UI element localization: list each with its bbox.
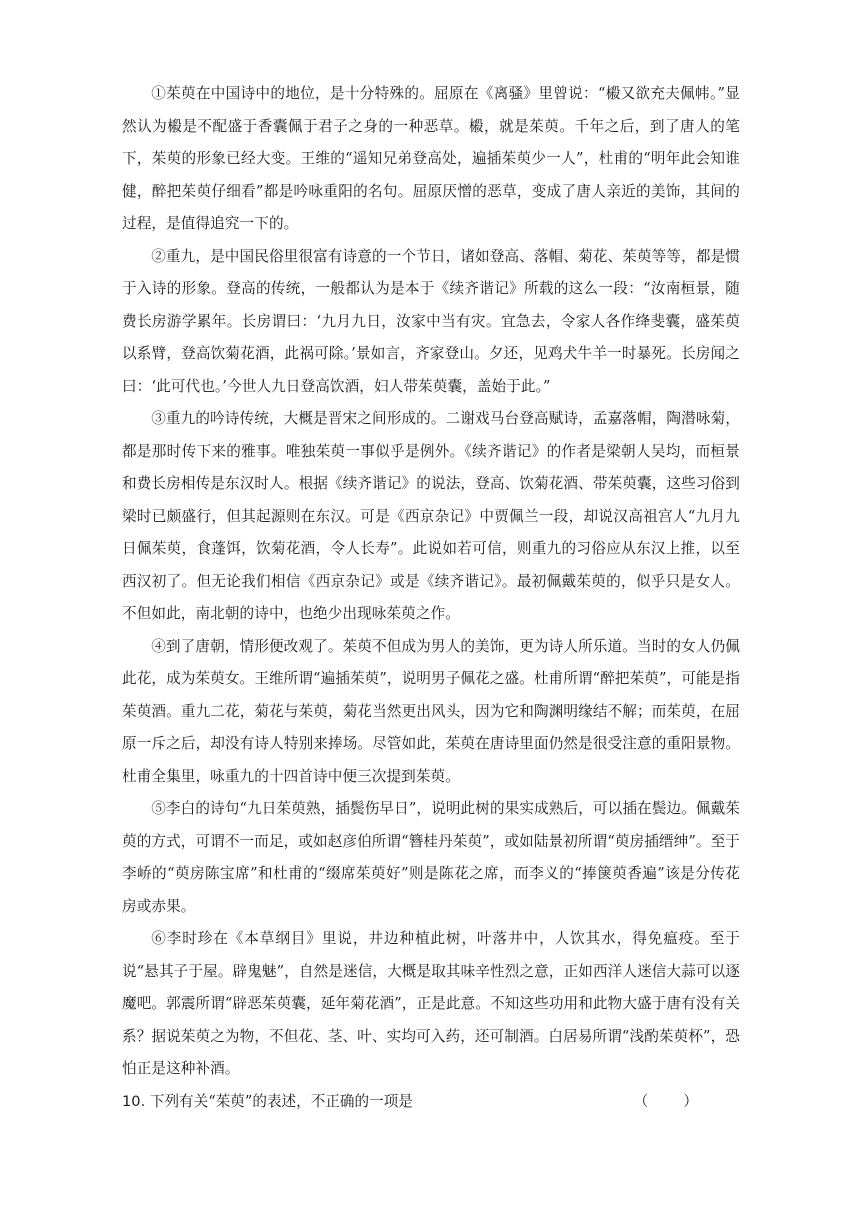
paragraph-4: ④到了唐朝，情形便改观了。茱萸不但成为男人的美饰，更为诗人所乐道。当时的女人仍佩此花，成为茱萸女。王维所谓“遍插茱萸”，说明男子佩花之盛。杜甫所谓“醉把茱萸”，可能是指茱萸酒。重九二花，菊花与茱萸，菊花当然更出风头，因为它和陶渊明缘结不解；而茱萸，在屈原一斥之后，却没有诗人特别来捧场。尽管如此，茱萸在唐诗里面仍然是很受注意的重阳景物。杜甫全集里，咏重九的十四首诗中便三次提到茱萸。: [122, 637, 740, 785]
paragraph-5: ⑤李白的诗句“九日茱萸熟，插鬓伤早日”，说明此树的果实成熟后，可以插在鬓边。佩戴茱萸的方式，可谓不一而足，或如赵彦伯所谓“簪桂丹茱萸”，或如陆景初所谓“萸房插缙绅”。至于李峤的“萸房陈宝席”和杜甫的“缀席茱萸好”则是陈花之席，而李义的“捧箧萸香遍”该是分传花房或赤果。: [122, 800, 740, 915]
question-10: [122, 1086, 740, 1119]
question-stem: [122, 1086, 413, 1119]
paragraph-2: ②重九，是中国民俗里很富有诗意的一个节日，诸如登高、落帽、菊花、茱萸等等，都是惯于入诗的形象。登高的传统，一般都认为是本于《续齐谐记》所载的这么一段：“汝南桓景，随费长房游学累年。长房谓曰：‘九月九日，汝家中当有灾。宜急去，令家人各作绛斐囊，盛茱萸以系臂，登高饮菊花酒，此祸可除。’景如言，齐家登山。夕还，见鸡犬牛羊一时暴死。长房闻之曰：‘此可代也。’今世人九日登高饮酒，妇人带茱萸囊，盖始于此。”: [122, 247, 740, 395]
paragraph-6: ⑥李时珍在《本草纲目》里说，井边种植此树，叶落井中，人饮其水，得免瘟疫。至于说“悬其子于屋。辟鬼魅”，自然是迷信，大概是取其味辛性烈之意，正如西洋人迷信大蒜可以逐魔吧。郭震所谓“辟恶茱萸囊，延年菊花酒”，正是此意。不知这些功用和此物大盛于唐有没有关系？据说茱萸之为物，不但花、茎、叶、实均可入药，还可制酒。白居易所谓“浅酌茱萸杯”，恐怕正是这种补酒。: [122, 930, 740, 1077]
answer-bracket: （ ）: [633, 1092, 700, 1110]
paragraph-3: ③重九的吟诗传统，大概是晋宋之间形成的。二谢戏马台登高赋诗，孟嘉落帽，陶潜咏菊，都是那时传下来的雅事。唯独茱萸一事似乎是例外。《续齐谐记》的作者是梁朝人吴均，而桓景和费长房相传是东汉时人。根据《续齐谐记》的说法，登高、饮菊花酒、带茱萸囊，这些习俗到梁时已颇盛行，但其起源则在东汉。可是《西京杂记》中贾佩兰一段，却说汉高祖宫人“九月九日佩茱萸，食蓬饵，饮菊花酒，令人长寿”。此说如若可信，则重九的习俗应从东汉上推，以至西汉初了。但无论我们相信《西京杂记》或是《续齐谐记》。最初佩戴茱萸的，似乎只是女人。不但如此，南北朝的诗中，也绝少出现咏茱萸之作。: [122, 410, 740, 622]
question-text: 下列有关“茱萸”的表述，不正确的一项是: [149, 1092, 413, 1110]
paragraph-1: ①茱萸在中国诗中的地位，是十分特殊的。屈原在《离骚》里曾说：“榝又欲充夫佩帏。”显然认为榝是不配盛于香囊佩于君子之身的一种恶草。榝，就是茱萸。千年之后，到了唐人的笔下，茱萸的形象已经大变。王维的“遥知兄弟登高处，遍插茱萸少一人”，杜甫的“明年此会知谁健，醉把茱萸仔细看”都是吟咏重阳的名句。屈原厌憎的恶草，变成了唐人亲近的美饰，其间的过程，是值得追究一下的。: [122, 85, 740, 232]
question-number: 10.: [122, 1092, 146, 1110]
